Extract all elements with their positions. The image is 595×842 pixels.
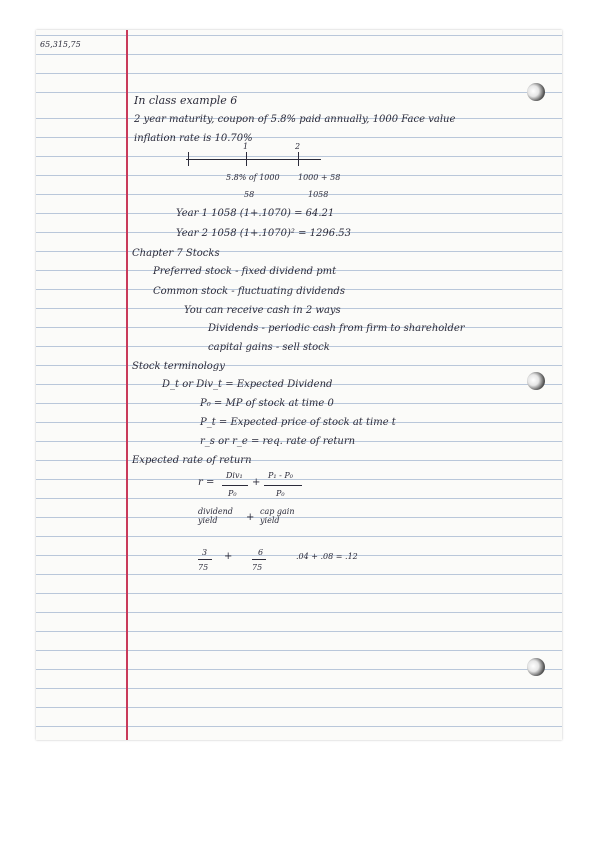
formula-den-1: P₀ <box>228 489 237 498</box>
binder-hole-top <box>527 83 545 101</box>
formula-r: r = <box>198 477 215 488</box>
example-den-1: 75 <box>198 563 209 572</box>
dividends-def: Dividends - periodic cash from firm to shareholder <box>208 323 465 334</box>
formula-num-2: P₁ - P₀ <box>268 471 293 480</box>
problem-line-2: inflation rate is 10.70% <box>134 133 253 144</box>
example-den-2: 75 <box>252 563 263 572</box>
margin-line <box>126 30 128 740</box>
coupon-calc: 5.8% of 1000 <box>226 173 280 182</box>
yield-plus: + <box>246 512 255 523</box>
face-plus-coupon: 1000 + 58 <box>298 173 341 182</box>
binder-hole-middle <box>527 372 545 390</box>
term-dividend: D_t or Div_t = Expected Dividend <box>162 379 333 390</box>
dividend-yield-label: dividend yield <box>198 507 233 525</box>
example-num-2: 6 <box>258 548 264 557</box>
timeline-label-1: 1 <box>243 142 249 151</box>
timeline-label-2: 2 <box>295 142 301 151</box>
terminology-heading: Stock terminology <box>132 361 225 372</box>
value-year-2: 1058 <box>308 190 329 199</box>
timeline-tick-0 <box>188 152 189 166</box>
year-2-calc: Year 2 1058 (1+.1070)² = 1296.53 <box>176 228 352 239</box>
expected-return-heading: Expected rate of return <box>132 455 252 466</box>
example-plus: + <box>224 551 233 562</box>
chapter-heading: Chapter 7 Stocks <box>132 248 220 259</box>
term-pt: P_t = Expected price of stock at time t <box>200 417 396 428</box>
receive-cash: You can receive cash in 2 ways <box>184 305 341 316</box>
page-title: In class example 6 <box>134 94 238 107</box>
timeline-tick-1 <box>246 152 247 166</box>
example-frac-line-1 <box>198 559 212 560</box>
value-year-1: 58 <box>244 190 255 199</box>
formula-num-1: Div₁ <box>226 471 243 480</box>
timeline-axis <box>186 159 321 160</box>
preferred-stock: Preferred stock - fixed dividend pmt <box>153 266 337 277</box>
example-frac-line-2 <box>252 559 266 560</box>
formula-frac-line-2 <box>264 485 302 486</box>
example-result: .04 + .08 = .12 <box>296 552 358 561</box>
year-1-calc: Year 1 1058 (1+.1070) = 64.21 <box>176 208 335 219</box>
timeline-tick-2 <box>298 152 299 166</box>
cap-gain-yield-label: cap gain yield <box>260 507 295 525</box>
term-p0: P₀ = MP of stock at time 0 <box>200 398 334 409</box>
corner-note: 65,315,75 <box>40 40 81 49</box>
formula-plus: + <box>252 477 261 488</box>
formula-den-2: P₀ <box>276 489 285 498</box>
example-num-1: 3 <box>202 548 208 557</box>
binder-hole-bottom <box>527 658 545 676</box>
term-required-rate: r_s or r_e = req. rate of return <box>200 436 356 447</box>
capital-gains-def: capital gains - sell stock <box>208 342 330 353</box>
notebook-page <box>36 30 562 740</box>
problem-line-1: 2 year maturity, coupon of 5.8% paid annually, 1000 Face value <box>134 114 456 125</box>
common-stock: Common stock - fluctuating dividends <box>153 286 345 297</box>
formula-frac-line-1 <box>222 485 248 486</box>
